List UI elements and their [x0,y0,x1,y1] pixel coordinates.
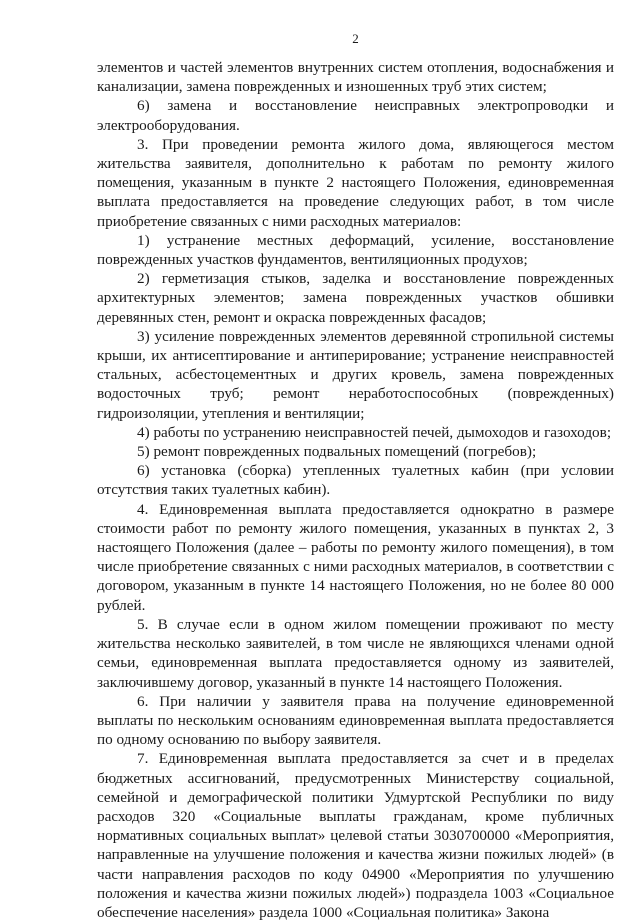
paragraph: 1) устранение местных деформаций, усиление, восстановление поврежденных участков фундаментов, вентиляционных продухов; [97,231,614,269]
paragraph: элементов и частей элементов внутренних систем отопления, водоснабжения и канализации, замена поврежденных и изношенных труб этих систем; [97,59,614,96]
paragraph: 7. Единовременная выплата предоставляется за счет и в пределах бюджетных ассигнований, предусмотренных Министерству социальной, семейной и демографической политики Удмуртской Республики по виду расходов 320 «Социальные выплаты гражданам, кроме публичных нормативных социальных выплат» целевой статьи 3030700000 «Мероприятия, направленные на улучшение положения и качества жизни пожилых людей» (в части направления расходов по коду 04900 «Мероприятия по улучшению положения и качества жизни пожилых людей») подраздела 1003 «Социальное обеспечение населения» раздела 1000 «Социальная политика» Закона [97,750,614,921]
paragraph: 3) усиление поврежденных элементов деревянной стропильной системы крыши, их антисептирование и антиперирование; устранение неисправностей стальных, асбестоцементных и других кровель, замена поврежденных водосточных труб; ремонт неработоспособных (поврежденных) гидроизоляции, утепления и вентиляции; [97,327,614,422]
paragraph: 4. Единовременная выплата предоставляется однократно в размере стоимости работ по ремонту жилого помещения, указанных в пунктах 2, 3 настоящего Положения (далее – работы по ремонту жилого помещения), в том числе приобретение связанных с ними расходных материалов, в соответствии с договором, указанным в пункте 14 настоящего Положения, но не более 80 000 рублей. [97,500,614,614]
paragraph: 6) замена и восстановление неисправных электропроводки и электрооборудования. [97,97,614,134]
paragraph: 6. При наличии у заявителя права на получение единовременной выплаты по нескольким основаниям единовременная выплата предоставляется по одному основанию по выбору заявителя. [97,692,614,749]
paragraph: 2) герметизация стыков, заделка и восстановление поврежденных архитектурных элементов; замена поврежденных участков обшивки деревянных стен, ремонт и окраска поврежденных фасадов; [97,270,614,326]
page-number: 2 [352,31,359,46]
paragraph: 5) ремонт поврежденных подвальных помещений (погребов); [137,443,537,461]
paragraph: 4) работы по устранению неисправностей печей, дымоходов и газоходов; [137,423,612,441]
paragraph: 3. При проведении ремонта жилого дома, являющегося местом жительства заявителя, дополнительно к работам по ремонту жилого помещения, указанным в пункте 2 настоящего Положения, единовременная выплата предоставляется на проведение следующих работ, в том числе приобретение связанных с ними расходных материалов: [97,135,614,230]
document-body [97,58,614,922]
paragraph: 6) установка (сборка) утепленных туалетных кабин (при условии отсутствия таких туалетных кабин). [97,462,614,499]
paragraph: 5. В случае если в одном жилом помещении проживают по месту жительства несколько заявителей, в том числе не являющихся членами одной семьи, единовременная выплата предоставляется одному из заявителей, заключившему договор, указанный в пункте 14 настоящего Положения. [97,615,614,691]
